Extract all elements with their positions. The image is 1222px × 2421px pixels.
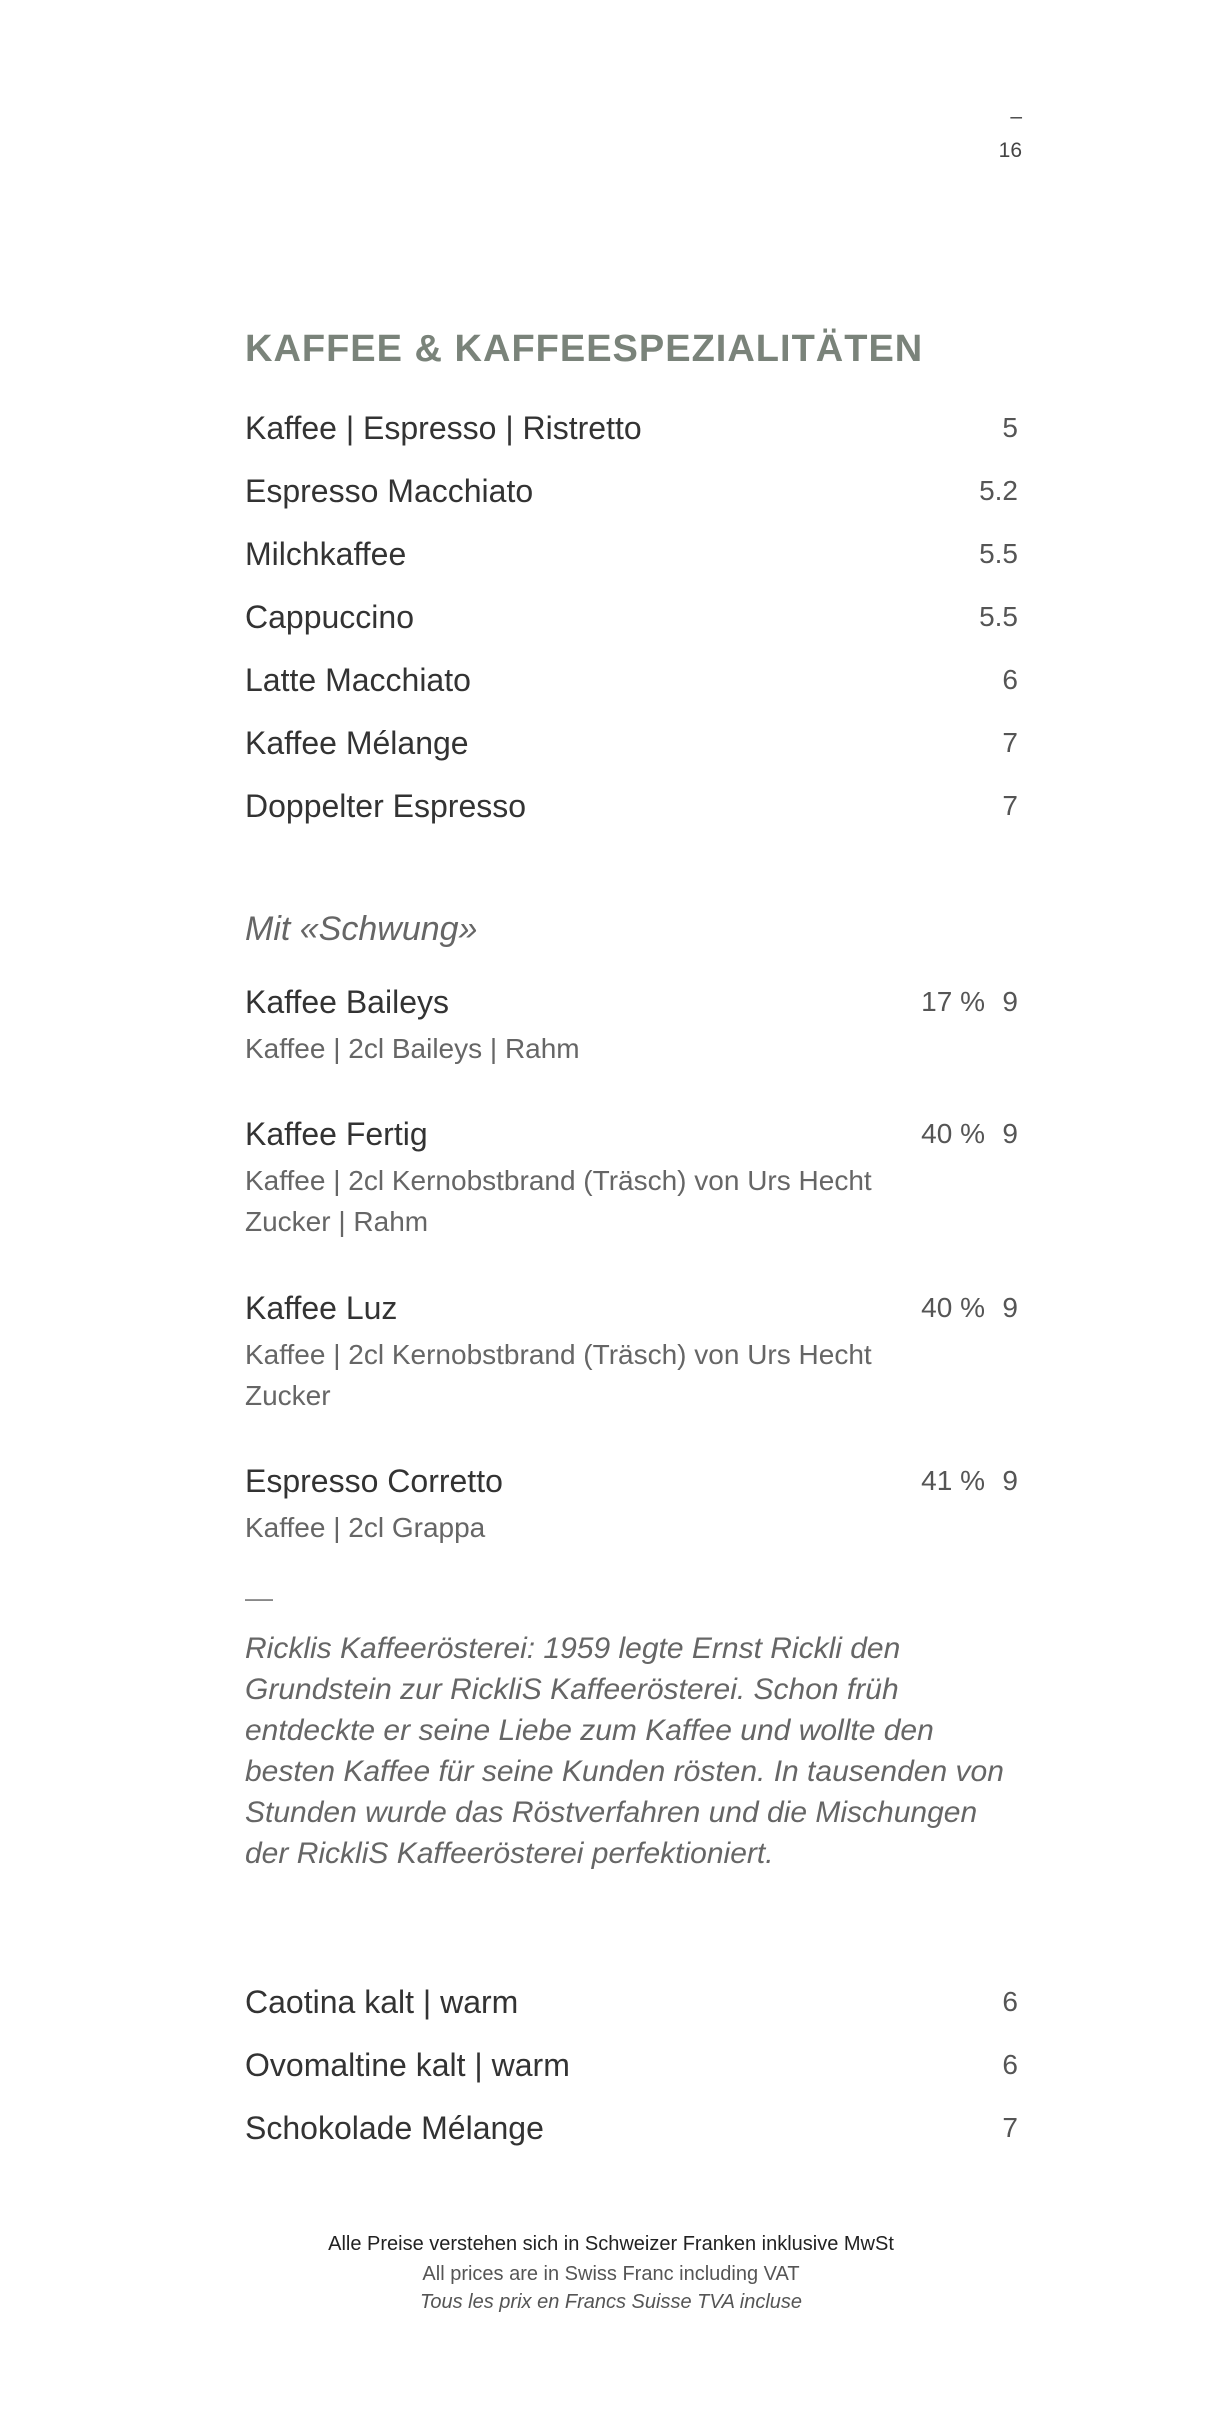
drink-price: 9 xyxy=(1002,1292,1018,1323)
menu-item-price: 7 xyxy=(1002,727,1018,758)
page-number-dash: – xyxy=(1010,105,1022,128)
menu-item xyxy=(245,788,1022,834)
menu-item-price: 5.5 xyxy=(979,601,1018,632)
menu-item-name: Schokolade Mélange xyxy=(245,2110,544,2146)
menu-item-name: Cappuccino xyxy=(245,599,414,635)
menu-item-name: Espresso Macchiato xyxy=(245,473,534,509)
menu-item-name: Kaffee Mélange xyxy=(245,725,469,761)
drink-abv: 41 % xyxy=(921,1465,985,1496)
menu-item xyxy=(245,662,1022,708)
story-divider: — xyxy=(245,1582,273,1613)
drink-abv: 17 % xyxy=(921,986,985,1017)
menu-item-price: 5.5 xyxy=(979,538,1018,569)
menu-item-price: 5.2 xyxy=(979,475,1018,506)
menu-item xyxy=(245,410,1022,456)
menu-item-price: 7 xyxy=(1002,2112,1018,2143)
menu-item xyxy=(245,2047,1022,2093)
drink-abv: 40 % xyxy=(921,1292,985,1323)
drink-name: Kaffee Fertig xyxy=(245,1116,428,1152)
menu-item xyxy=(245,1984,1022,2030)
menu-item xyxy=(245,725,1022,771)
menu-item-price: 6 xyxy=(1002,664,1018,695)
menu-item-name: Latte Macchiato xyxy=(245,662,471,698)
menu-item-name: Milchkaffee xyxy=(245,536,407,572)
menu-item xyxy=(245,599,1022,645)
menu-item-name: Kaffee | Espresso | Ristretto xyxy=(245,410,642,446)
menu-item xyxy=(245,473,1022,519)
footer-note-en: All prices are in Swiss Franc including VAT xyxy=(422,2263,800,2285)
footer-note-de: Alle Preise verstehen sich in Schweizer Franken inklusive MwSt xyxy=(328,2233,894,2255)
drink-name: Kaffee Baileys xyxy=(245,984,449,1020)
drink-description: Kaffee | 2cl Kernobstbrand (Träsch) von Urs Hecht Zucker | Rahm xyxy=(245,1165,872,1237)
menu-item-price: 6 xyxy=(1002,2049,1018,2080)
footer-note-fr: Tous les prix en Francs Suisse TVA incluse xyxy=(419,2291,803,2313)
drink-price: 9 xyxy=(1002,986,1018,1017)
menu-item-price: 6 xyxy=(1002,1986,1018,2017)
drink-description: Kaffee | 2cl Baileys | Rahm xyxy=(245,1033,580,1064)
drink-description: Kaffee | 2cl Grappa xyxy=(245,1512,486,1543)
menu-item xyxy=(245,536,1022,582)
menu-item-name: Doppelter Espresso xyxy=(245,788,527,824)
section-title: KAFFEE & KAFFEESPEZIALITÄTEN xyxy=(245,328,924,370)
schwung-title: Mit «Schwung» xyxy=(245,910,478,948)
drink-abv: 40 % xyxy=(921,1118,985,1149)
page-number xyxy=(999,100,1022,168)
roastery-story: Ricklis Kaffeerösterei: 1959 legte Ernst Rickli den Grundstein zur RickliS Kaffeerösterei. Schon früh entdeckte er seine Liebe zum Kaffee und wollte den besten Kaffee für seine Kunden rösten. In tausenden von Stunden wurde das Röstverfahren und die Mischungen der RickliS Kaffeerösterei perfektioniert. xyxy=(245,1632,1004,1870)
page-number-value: 16 xyxy=(998,139,1022,162)
drink-name: Espresso Corretto xyxy=(245,1463,503,1499)
menu-item-name: Caotina kalt | warm xyxy=(245,1984,519,2020)
menu-item-price: 7 xyxy=(1002,790,1018,821)
drink-price: 9 xyxy=(1002,1118,1018,1149)
menu-item-name: Ovomaltine kalt | warm xyxy=(245,2047,570,2083)
menu-item-price: 5 xyxy=(1002,412,1018,443)
drink-price: 9 xyxy=(1002,1465,1018,1496)
drink-name: Kaffee Luz xyxy=(245,1290,398,1326)
menu-item xyxy=(245,2110,1022,2156)
drink-description: Kaffee | 2cl Kernobstbrand (Träsch) von Urs Hecht Zucker xyxy=(245,1339,872,1411)
